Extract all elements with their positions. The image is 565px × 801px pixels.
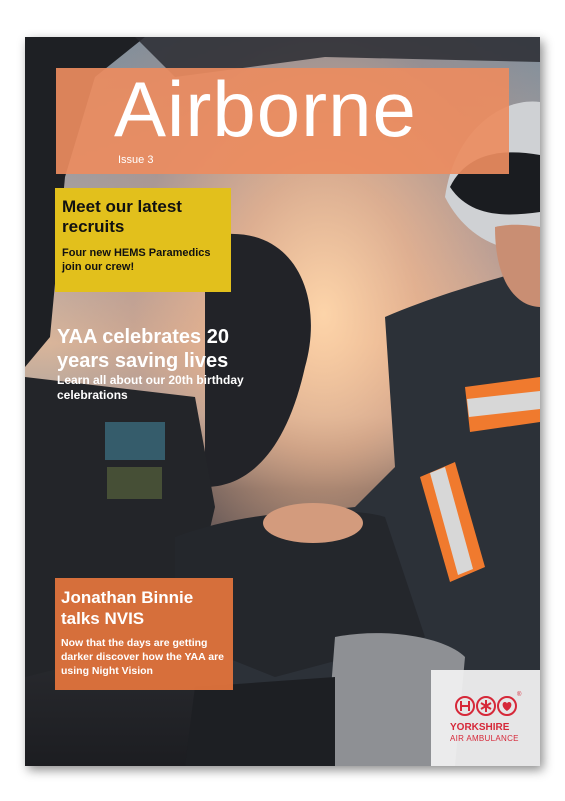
- issue-number: Issue 3: [118, 154, 154, 166]
- anniversary-story[interactable]: [57, 325, 277, 403]
- nvis-story-box[interactable]: [55, 578, 233, 690]
- center-console: [185, 677, 335, 766]
- panel-screen-2: [107, 467, 162, 499]
- heart-icon: [498, 697, 516, 715]
- recruits-subline: Four new HEMS Paramedics join our crew!: [62, 247, 211, 273]
- recruits-headline: Meet our latest recruits: [62, 197, 182, 236]
- helicopter-h-icon: [456, 697, 474, 715]
- panel-screen-1: [105, 422, 165, 460]
- masthead: [56, 65, 509, 174]
- logo-name: YORKSHIRE: [450, 722, 510, 733]
- magazine-title: Airborne: [114, 65, 417, 153]
- logo-icons: [455, 696, 521, 718]
- anniversary-subline: Learn all about our 20th birthday celebrations: [57, 373, 244, 402]
- anniversary-headline: YAA celebrates 20 years saving lives: [57, 326, 229, 372]
- logo-tagline: AIR AMBULANCE: [450, 734, 519, 743]
- nvis-subline: Now that the days are getting darker discover how the YAA are using Night Vision: [61, 637, 225, 677]
- cross-icon: [477, 697, 495, 715]
- pilot-hand: [263, 503, 363, 543]
- registered-mark: ®: [517, 692, 522, 698]
- recruits-story-box[interactable]: [55, 188, 231, 292]
- nvis-headline: Jonathan Binnie talks NVIS: [61, 588, 194, 628]
- magazine-cover: [25, 37, 540, 766]
- yorkshire-air-ambulance-logo: [431, 670, 540, 766]
